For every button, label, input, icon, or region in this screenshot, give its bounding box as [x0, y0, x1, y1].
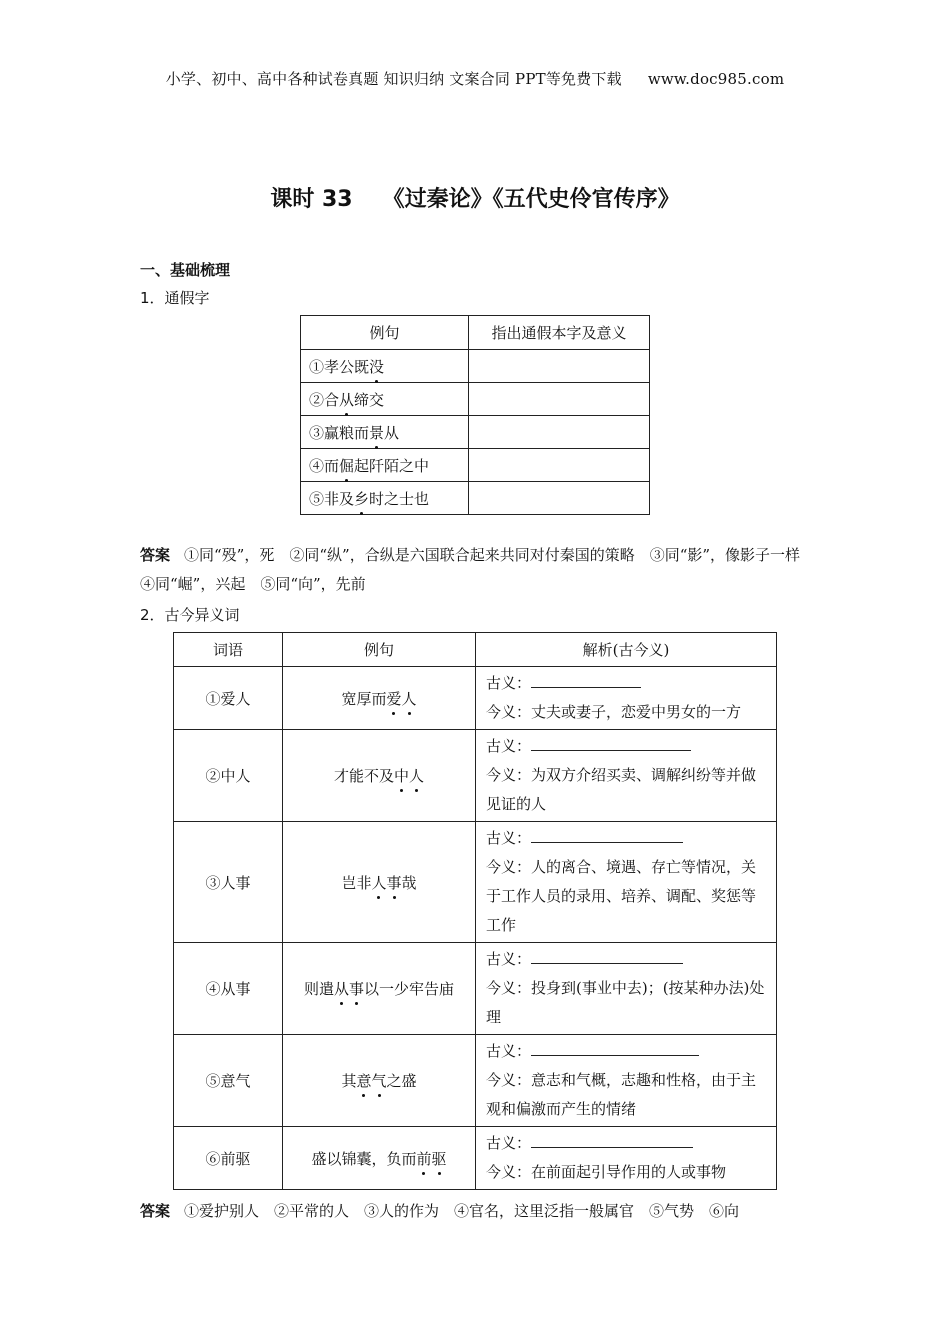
example-cell: 其意气之盛 [283, 1035, 476, 1127]
part1-answer [140, 541, 816, 599]
col-analysis: 解析(古今义) [476, 633, 777, 667]
gu-blank[interactable] [531, 1041, 699, 1056]
gujin-yiyi-table [173, 632, 777, 1190]
part2-heading: 2．古今异义词 [140, 606, 240, 624]
answer-label: 答案 [140, 546, 171, 564]
tongjiazi-table [300, 315, 650, 515]
example-cell: 岂非人事哉 [283, 822, 476, 943]
col-example: 例句 [283, 633, 476, 667]
example-cell: ⑤非及乡时之士也 [301, 482, 469, 515]
gu-blank[interactable] [531, 736, 691, 751]
part2-answer [140, 1197, 812, 1226]
answer-text: ①同“殁”，死 ②同“纵”，合纵是六国联合起来共同对付秦国的策略 ③同“影”，像影子一样 ④同“崛”，兴起 ⑤同“向”，先前 [140, 546, 816, 593]
col-example: 例句 [301, 316, 469, 350]
table-row [174, 943, 777, 1035]
answer-label: 答案 [140, 1202, 171, 1220]
word-cell: ③人事 [174, 822, 283, 943]
page-title [0, 182, 950, 213]
example-cell: ④而倔起阡陌之中 [301, 449, 469, 482]
word-cell: ②中人 [174, 730, 283, 822]
answer-blank-cell[interactable] [469, 350, 650, 383]
gu-blank[interactable] [531, 828, 683, 843]
dotted-char: 乡 [354, 489, 370, 508]
col-meaning: 指出通假本字及意义 [469, 316, 650, 350]
answer-blank-cell[interactable] [469, 416, 650, 449]
page-header [0, 68, 950, 89]
table-row [174, 730, 777, 822]
header-text: 小学、初中、高中各种试卷真题 知识归纳 文案合同 PPT等免费下载 [165, 70, 622, 88]
table-row [174, 667, 777, 730]
dotted-char: 没 [369, 357, 385, 376]
example-cell: 宽厚而爱人 [283, 667, 476, 730]
analysis-cell: 古义： 今义：意志和气概，志趣和性格，由于主观和偏激而产生的情绪 [476, 1035, 777, 1127]
example-cell: 盛以锦囊，负而前驱 [283, 1127, 476, 1190]
dotted-char: 景 [369, 423, 385, 442]
answer-text: ①爱护别人 ②平常的人 ③人的作为 ④官名，这里泛指一般属官 ⑤气势 ⑥向 [184, 1202, 740, 1220]
answer-blank-cell[interactable] [469, 383, 650, 416]
analysis-cell: 古义： 今义：在前面起引导作用的人或事物 [476, 1127, 777, 1190]
answer-blank-cell[interactable] [469, 449, 650, 482]
header-url[interactable]: www.doc985.com [647, 70, 785, 88]
table-row [174, 822, 777, 943]
table-row [301, 449, 650, 482]
word-cell: ①爱人 [174, 667, 283, 730]
table-row [301, 482, 650, 515]
analysis-cell: 古义： 今义：为双方介绍买卖、调解纠纷等并做见证的人 [476, 730, 777, 822]
analysis-cell: 古义： 今义：人的离合、境遇、存亡等情况，关于工作人员的录用、培养、调配、奖惩等工作 [476, 822, 777, 943]
word-cell: ⑤意气 [174, 1035, 283, 1127]
table-row [301, 383, 650, 416]
col-word: 词语 [174, 633, 283, 667]
table-header-row [301, 316, 650, 350]
answer-blank-cell[interactable] [469, 482, 650, 515]
example-cell: ①孝公既没 [301, 350, 469, 383]
gu-blank[interactable] [531, 1133, 693, 1148]
lesson-works: 《过秦论》《五代史伶官传序》 [382, 187, 680, 212]
example-cell: ②合从缔交 [301, 383, 469, 416]
table-row [174, 1127, 777, 1190]
analysis-cell: 古义： 今义：投身到(事业中去)；(按某种办法)处理 [476, 943, 777, 1035]
table-row [174, 1035, 777, 1127]
part1-heading: 1．通假字 [140, 289, 210, 307]
table-row [301, 350, 650, 383]
word-cell: ⑥前驱 [174, 1127, 283, 1190]
example-cell: 则遣从事以一少牢告庙 [283, 943, 476, 1035]
analysis-cell: 古义： 今义：丈夫或妻子，恋爱中男女的一方 [476, 667, 777, 730]
word-cell: ④从事 [174, 943, 283, 1035]
table-row [301, 416, 650, 449]
gu-blank[interactable] [531, 673, 641, 688]
section-heading: 一、基础梳理 [140, 261, 231, 279]
example-cell: ③赢粮而景从 [301, 416, 469, 449]
example-cell: 才能不及中人 [283, 730, 476, 822]
dotted-char: 倔 [339, 456, 355, 475]
lesson-number: 课时 33 [270, 187, 353, 212]
table-header-row [174, 633, 777, 667]
dotted-char: 从 [339, 390, 355, 409]
gu-blank[interactable] [531, 949, 683, 964]
